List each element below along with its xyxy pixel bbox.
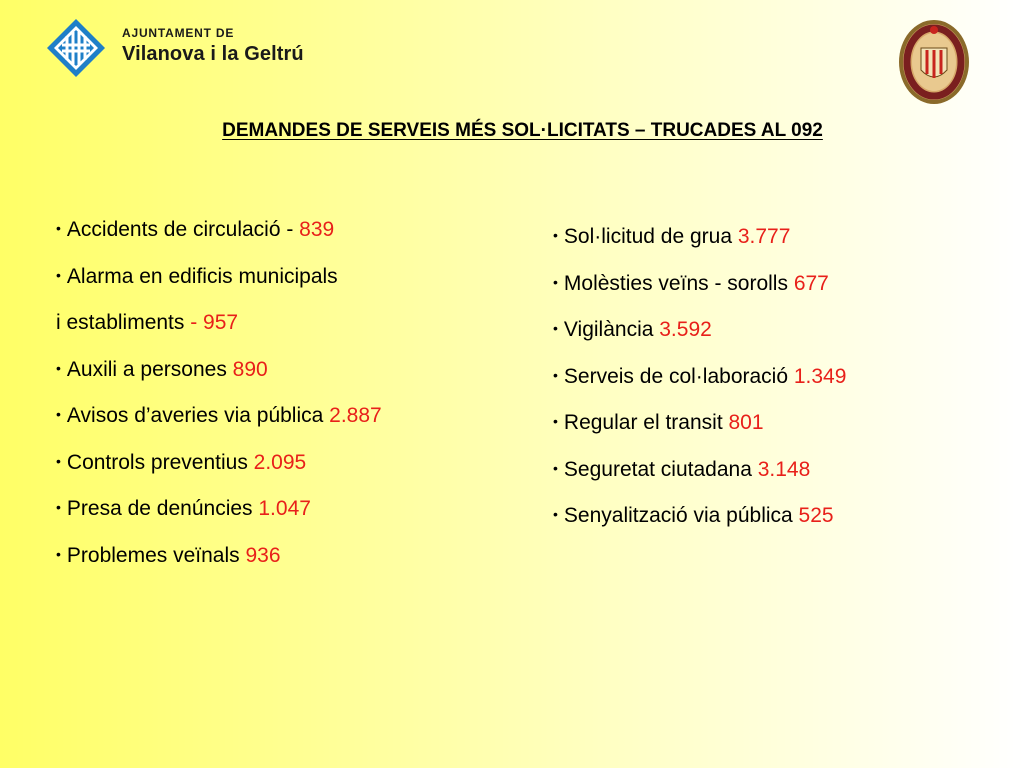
police-badge-icon [897,18,971,106]
town-emblem-icon [46,18,106,78]
item-label: Problemes veïnals [66,543,246,567]
item-label: Regular el transit [563,411,729,434]
list-item [56,218,334,242]
list-item [56,497,311,521]
item-value: 2.095 [253,450,307,474]
item-value: 936 [245,543,281,567]
bullet-icon: • [56,406,61,422]
bullet-icon: • [553,459,558,476]
item-label: Sol·licitud de grua [563,225,738,248]
list-item [56,544,281,568]
bullet-icon: • [553,273,558,290]
bullet-icon: • [553,320,558,336]
list-item [56,358,268,382]
bullet-icon: • [553,506,558,522]
item-label: Serveis de col·laboració [563,364,794,388]
item-value: 525 [798,504,834,527]
item-value: 3.777 [737,225,791,248]
list-item [553,504,834,528]
org-small-label: AJUNTAMENT DE [122,26,235,40]
bullet-icon: • [56,266,61,283]
list-item [553,318,712,342]
bullet-icon: • [56,452,61,469]
item-value: 677 [793,271,829,295]
item-label: Molèsties veïns - sorolls [563,271,794,295]
org-name: Vilanova i la Geltrú [122,43,304,65]
item-label: Avisos d’averies via pública [66,404,330,427]
item-value: 839 [299,218,335,241]
list-item [56,404,382,428]
item-label: i establiments [56,311,191,334]
item-value: 3.592 [659,318,712,341]
bullet-icon: • [553,413,558,429]
item-value: 801 [728,411,764,434]
bullet-icon: • [56,359,61,376]
page-title: DEMANDES DE SERVEIS MÉS SOL·LICITATS – TRUCADES AL 092 [222,120,823,141]
bullet-icon: • [56,545,61,562]
list-item [553,225,790,249]
bullet-icon: • [56,499,61,515]
police-badge [897,18,971,111]
list-item [56,265,338,289]
town-logo [46,18,304,78]
item-label: Controls preventius [66,450,254,474]
item-label: Auxili a persones [66,357,233,381]
item-label: Seguretat ciutadana [563,457,758,481]
bullet-icon: • [56,220,61,236]
list-item [553,365,846,389]
item-label: Vigilància [563,318,660,341]
bullet-icon: • [553,366,558,383]
item-label: Presa de denúncies [66,497,259,520]
item-label: Accidents de circulació - [66,218,300,241]
item-value: 2.887 [329,404,382,427]
list-item [553,411,764,435]
list-item [553,272,829,296]
item-value: 890 [232,357,268,381]
item-label: Alarma en edificis municipals [66,264,338,288]
item-value: 3.148 [757,457,811,481]
item-value: 1.349 [793,364,847,388]
list-item [56,451,306,475]
bullet-icon: • [553,227,558,243]
list-item [56,311,238,335]
item-value: - 957 [190,311,239,334]
item-value: 1.047 [258,497,311,520]
item-label: Senyalització via pública [563,504,799,527]
list-item [553,458,810,482]
